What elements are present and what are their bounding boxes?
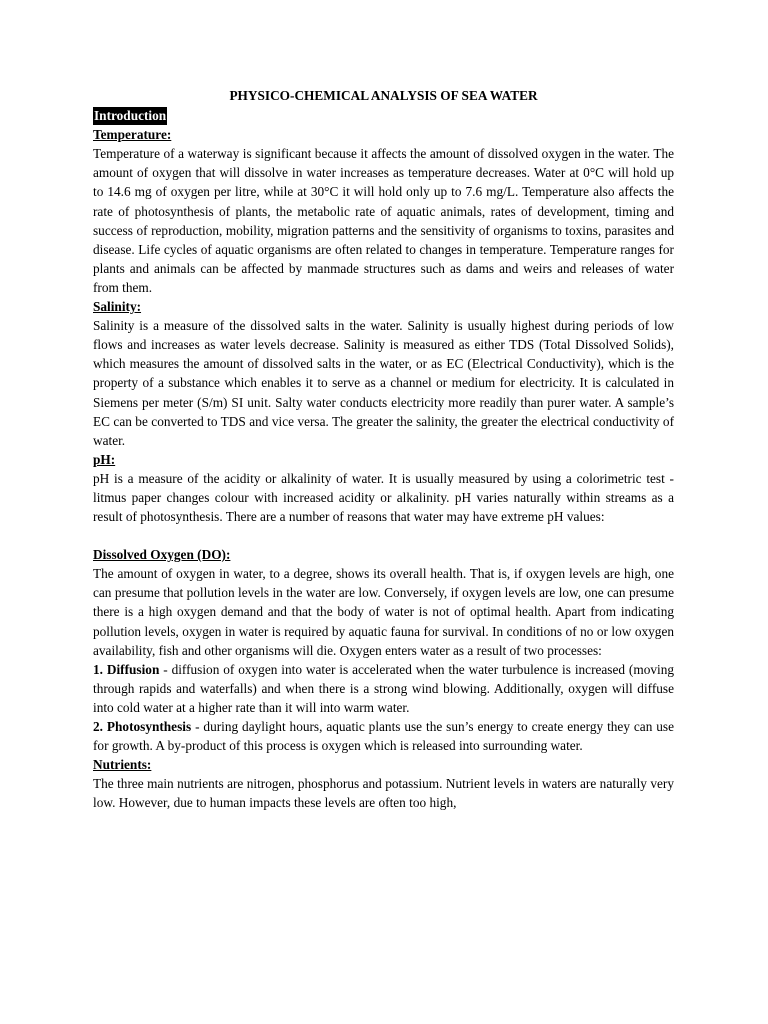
document-title: PHYSICO-CHEMICAL ANALYSIS OF SEA WATER	[229, 88, 538, 103]
salinity-paragraph: Salinity is a measure of the dissolved salts in the water. Salinity is usually highest during periods of low flows and increases as water levels decrease. Salinity is measured as either TDS (Total Dissolved Solids), which measures the amount of dissolved salts in the water, or as EC (Electrical Conductivity), which is the property of a substance which enables it to serve as a channel or medium for electricity. It is calculated in Siemens per meter (S/m) SI unit. Salty water conducts electricity more readily than purer water. A sample’s EC can be converted to TDS and vice versa. The greater the salinity, the greater the electrical conductivity of water.	[93, 318, 674, 448]
document-page	[93, 86, 674, 812]
temperature-paragraph: Temperature of a waterway is significant because it affects the amount of dissolved oxygen in the water. The amount of oxygen that will dissolve in water increases as temperature decreases. Water at 0°C will hold up to 14.6 mg of oxygen per litre, while at 30°C it will hold only up to 7.6 mg/L. Temperature also affects the rate of photosynthesis of plants, the metabolic rate of aquatic animals, rates of development, timing and success of reproduction, mobility, migration patterns and the sensitivity of organisms to toxins, parasites and disease. Life cycles of aquatic organisms are often related to changes in temperature. Temperature ranges for plants and animals can be affected by manmade structures such as dams and weirs and releases of water from them.	[93, 146, 674, 295]
photosynthesis-text: - during daylight hours, aquatic plants use the sun’s energy to create energy they can use for growth. A by-product of this process is oxygen which is released into surrounding water.	[93, 719, 675, 754]
diffusion-label: 1. Diffusion	[93, 661, 160, 677]
ph-paragraph: pH is a measure of the acidity or alkalinity of water. It is usually measured by using a colorimetric test - litmus paper changes colour with increased acidity or alkalinity. pH varies naturally within streams as a result of photosynthesis. There are a number of reasons that water may have extreme pH values:	[93, 470, 674, 525]
dissolved-oxygen-heading: Dissolved Oxygen (DO):	[93, 547, 231, 563]
introduction-label: Introduction	[94, 108, 167, 124]
nutrients-heading: Nutrients:	[93, 757, 152, 773]
photosynthesis-item	[93, 717, 674, 755]
ph-heading: pH:	[93, 451, 116, 467]
intro-row	[93, 106, 674, 125]
nutrients-paragraph: The three main nutrients are nitrogen, phosphorus and potassium. Nutrient levels in waters are naturally very low. However, due to human impacts these levels are often too high,	[93, 776, 674, 811]
photosynthesis-label: 2. Photosynthesis	[93, 719, 192, 734]
salinity-heading: Salinity:	[93, 299, 142, 315]
temperature-heading: Temperature:	[93, 127, 172, 143]
diffusion-item	[93, 660, 674, 717]
dissolved-oxygen-paragraph: The amount of oxygen in water, to a degree, shows its overall health. That is, if oxygen levels are high, one can presume that pollution levels in the water are low. Conversely, if oxygen levels are low, one can presume there is a high oxygen demand and that the body of water is not of optimal health. Apart from indicating pollution levels, oxygen in water is required by aquatic fauna for survival. In conditions of no or low oxygen availability, fish and other organisms will die. Oxygen enters water as a result of two processes:	[93, 566, 674, 658]
blank-line	[93, 526, 674, 545]
diffusion-text: - diffusion of oxygen into water is accelerated when the water turbulence is increased (moving through rapids and waterfalls) and when there is a strong wind blowing. Additionally, oxygen will diffuse into cold water at a higher rate than it will into warm water.	[93, 661, 674, 715]
